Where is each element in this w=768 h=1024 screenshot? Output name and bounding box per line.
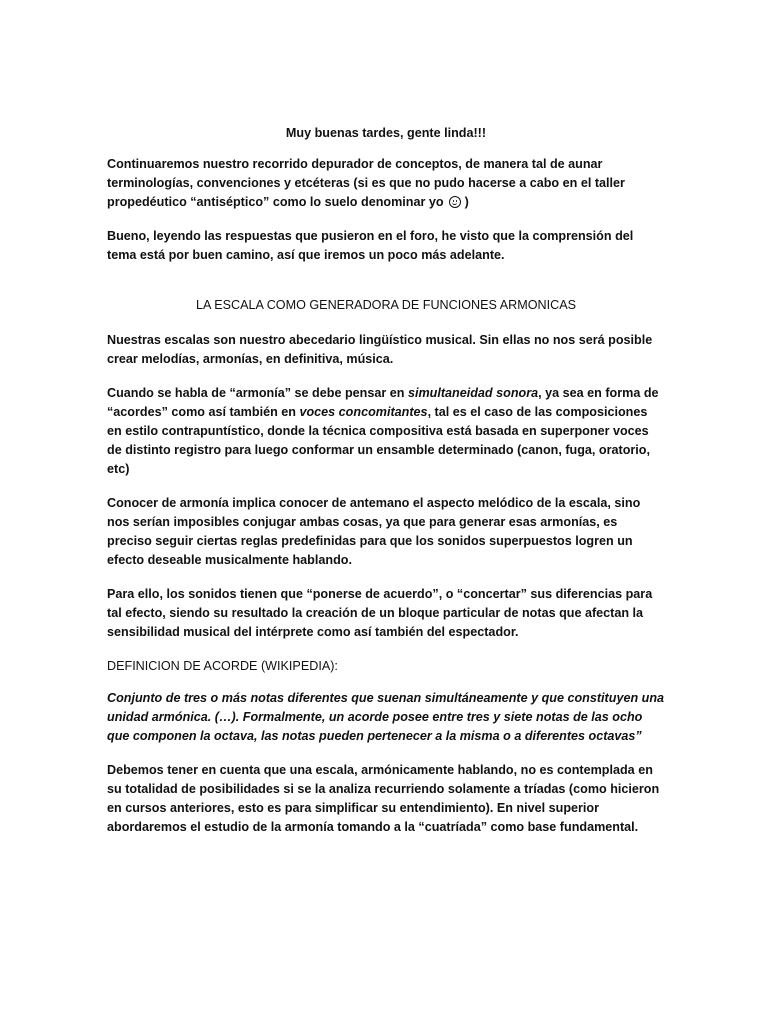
intro-closing: )	[464, 195, 469, 209]
paragraph-triads: Debemos tener en cuenta que una escala, armónicamente hablando, no es contemplada en su totalidad de posibilidades si se la analiza recurriendo solamente a tríadas (como hicieron en cursos anteriores, esto es para simplificar su entendimiento). En nivel superior abordaremos el estudio de la armonía tomando a la “cuatríada” como base fundamental.	[107, 763, 660, 834]
definition-quote: Conjunto de tres o más notas diferentes que suenan simultáneamente y que constituyen una unidad armónica. (…). Formalmente, un acorde posee entre tres y siete notas de las ocho que componen la octava, las notas pueden pertenecer a la misma o a diferentes octavas”	[107, 691, 665, 743]
greeting-title: Muy buenas tardes, gente linda!!!	[285, 126, 487, 140]
harmony-italic-2: voces concomitantes	[299, 405, 428, 419]
paragraph-concert: Para ello, los sonidos tienen que “ponerse de acuerdo”, o “concertar” sus diferencias para tal efecto, siendo su resultado la creación de un bloque particular de notas que afectan la sensibilidad musical del intérprete como así también del espectador.	[107, 587, 653, 639]
smiley-face-icon	[449, 196, 461, 208]
section-title: LA ESCALA COMO GENERADORA DE FUNCIONES ARMONICAS	[196, 298, 576, 312]
harmony-text-1: Cuando se habla de “armonía” se debe pensar en	[107, 386, 408, 400]
intro-text: Continuaremos nuestro recorrido depurador de conceptos, de manera tal de aunar terminologías, convenciones y etcéteras (si es que no pudo hacerse a cabo en el taller propedéutico “antiséptico” como lo suelo denominar yo	[107, 157, 625, 209]
paragraph-comprehension: Bueno, leyendo las respuestas que pusieron en el foro, he visto que la comprensión del tema está por buen camino, así que iremos un poco más adelante.	[107, 229, 634, 262]
harmony-text-3: , tal es el caso de las composiciones en estilo contrapuntístico, donde la técnica compositiva está basada en superponer voces de distinto registro para luego conformar un ensamble determinado (canon, fuga, oratorio, etc)	[107, 405, 651, 476]
paragraph-harmony	[107, 384, 665, 479]
intro-paragraph	[107, 155, 665, 212]
paragraph-scales: Nuestras escalas son nuestro abecedario lingüístico musical. Sin ellas no nos será posible crear melodías, armonías, en definitiva, música.	[107, 333, 653, 366]
paragraph-melodic-aspect: Conocer de armonía implica conocer de antemano el aspecto melódico de la escala, sino nos serían imposibles conjugar ambas cosas, ya que para generar esas armonías, es preciso seguir ciertas reglas predefinidas para que los sonidos superpuestos logren un efecto deseable musicalmente hablando.	[107, 496, 641, 567]
definition-heading: DEFINICION DE ACORDE (WIKIPEDIA):	[107, 659, 338, 673]
harmony-text-2: , ya sea en forma de “acordes” como así también en	[107, 386, 659, 419]
document-page	[107, 124, 665, 852]
harmony-italic-1: simultaneidad sonora	[407, 386, 539, 400]
